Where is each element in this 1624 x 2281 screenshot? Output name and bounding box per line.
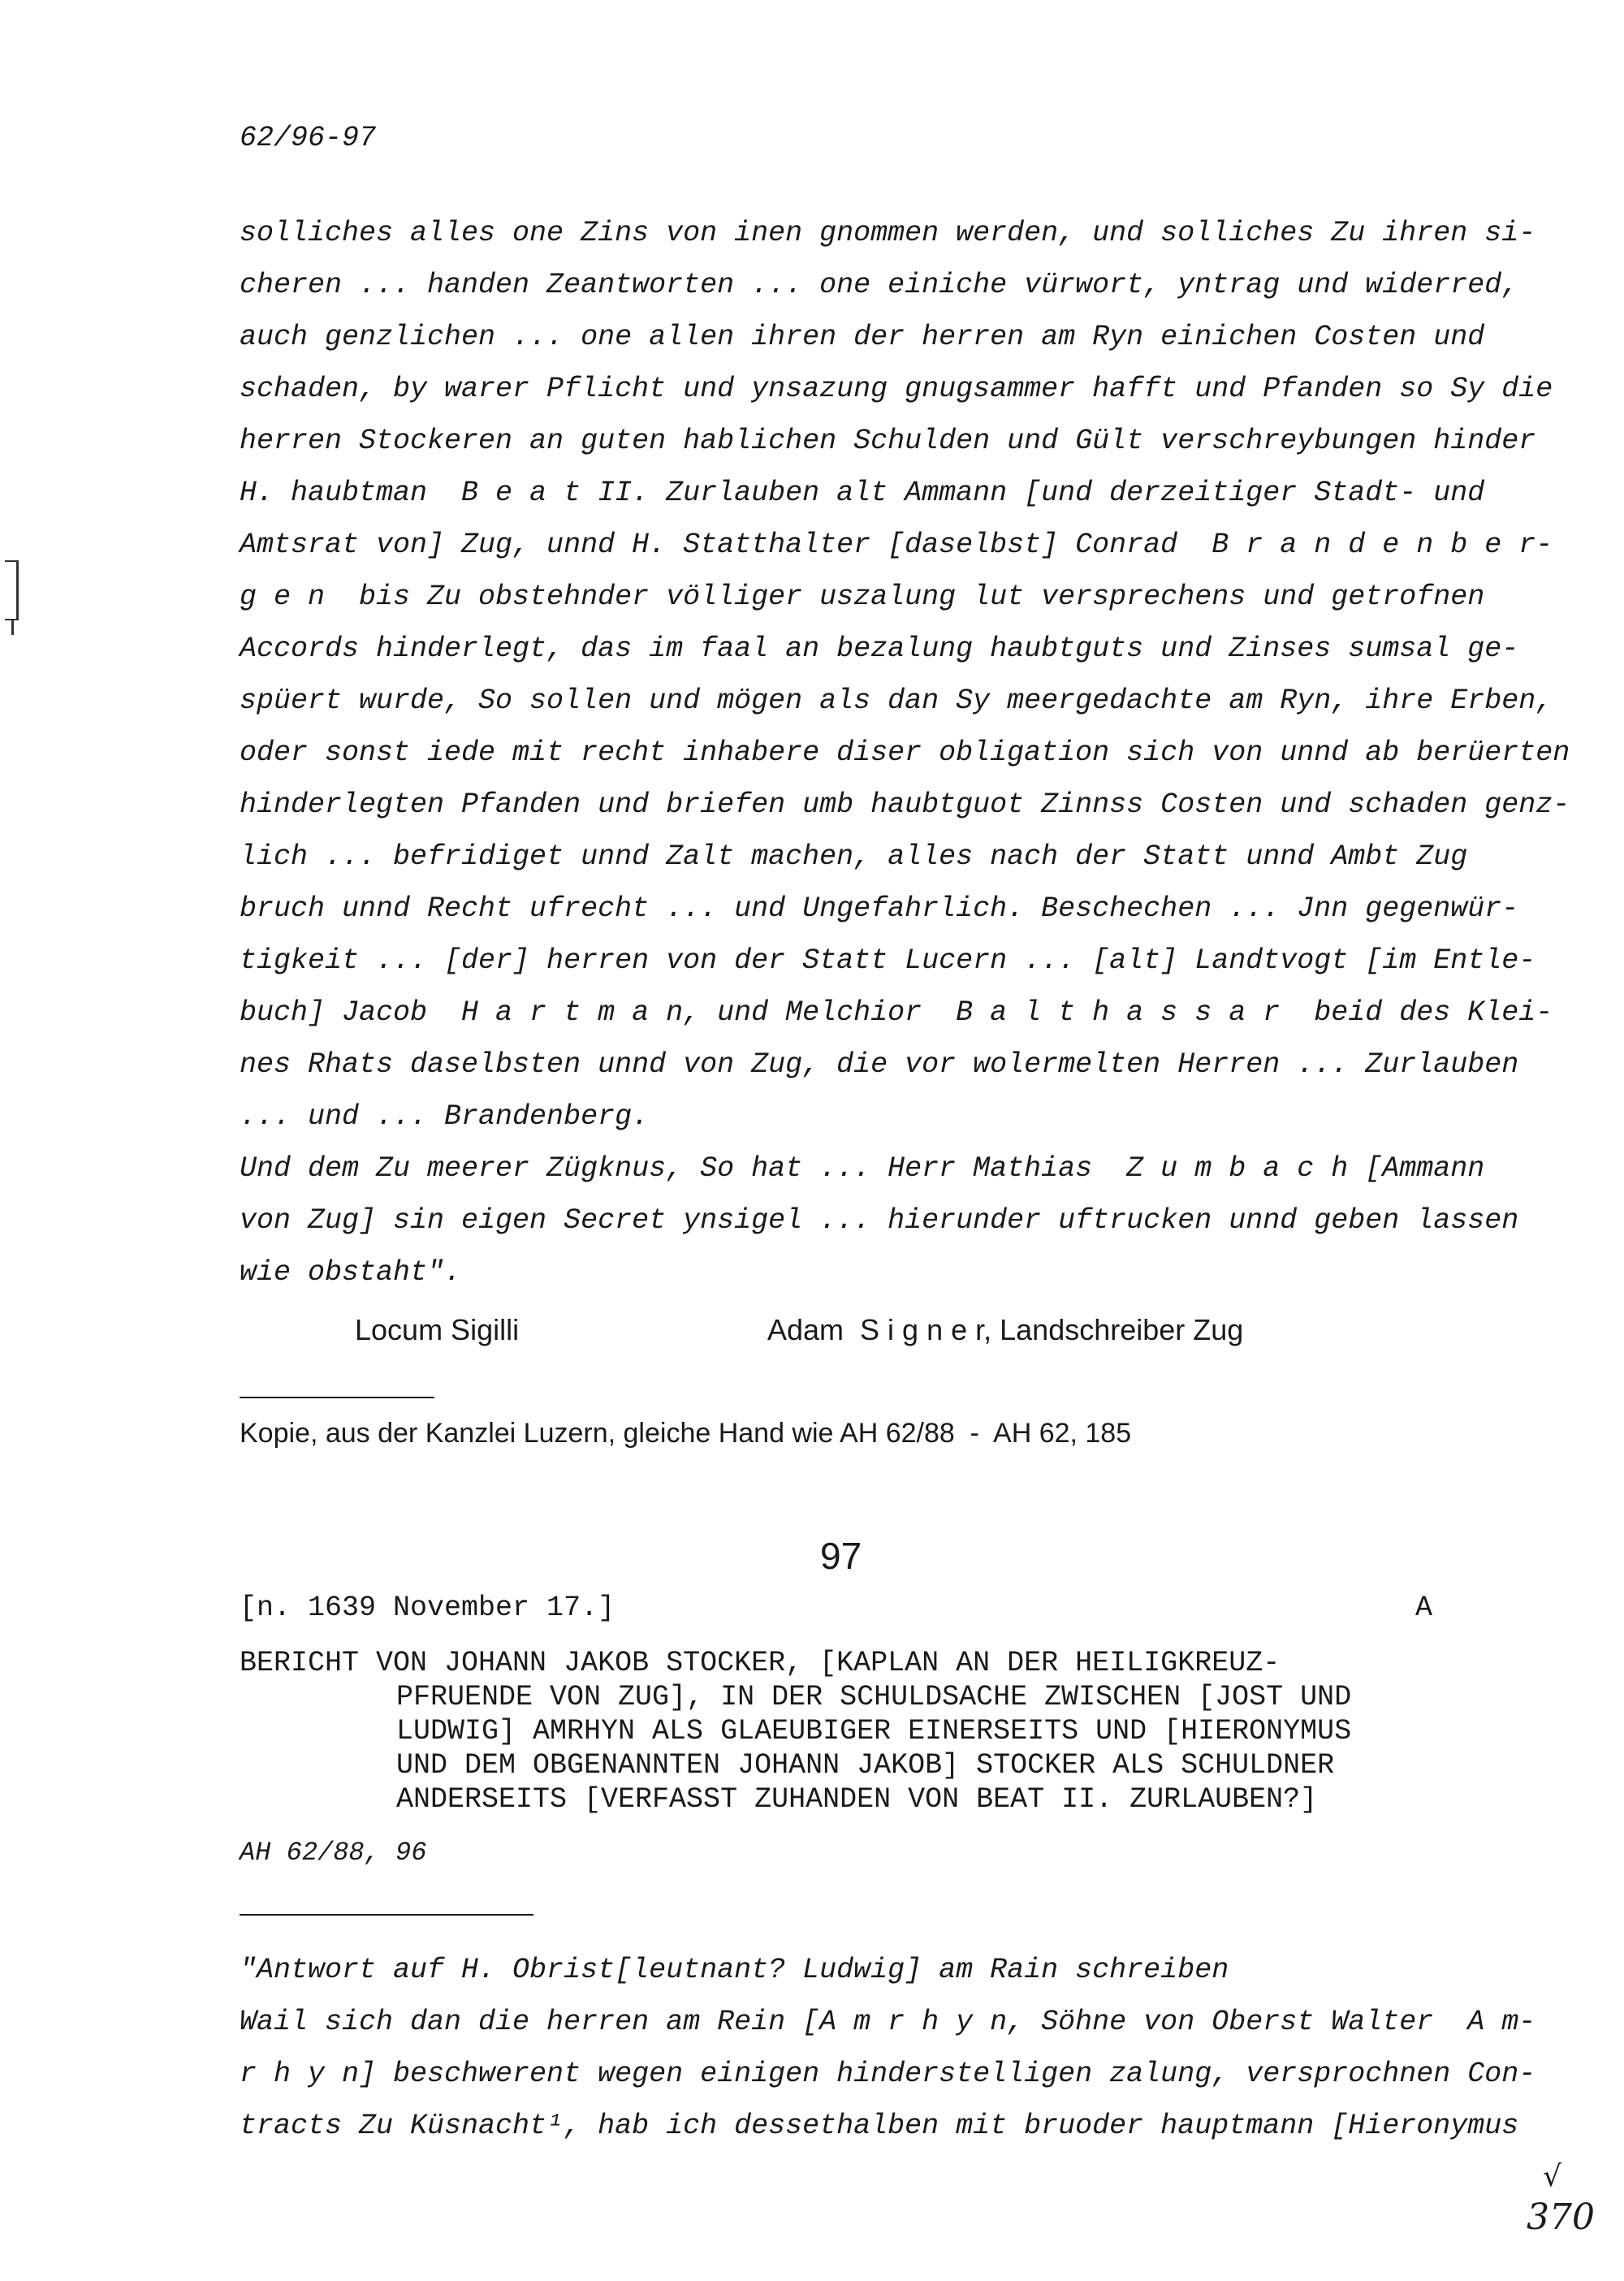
text-line: r h y n] beschwerent wegen einigen hinderstelligen zalung, versprochnen Con- (240, 2058, 1536, 2090)
text-line: Und dem Zu meerer Zügknus, So hat ... Herr Mathias Z u m b a c h [Ammann (240, 1152, 1485, 1185)
document-number: 97 (820, 1535, 862, 1577)
margin-tick-mark (11, 619, 14, 635)
text-line: schaden, by warer Pflicht und ynsazung gnugsammer hafft und Pfanden so Sy die (240, 373, 1553, 405)
text-line: "Antwort auf H. Obrist[leutnant? Ludwig] am Rain schreiben (240, 1954, 1229, 1986)
folio-number: 370 (1527, 2197, 1595, 2238)
text-line: Amtsrat von] Zug, unnd H. Statthalter [daselbst] Conrad B r a n d e n b e r- (240, 529, 1553, 561)
title-line: PFRUENDE VON ZUG], IN DER SCHULDSACHE ZWISCHEN [JOST UND (396, 1681, 1352, 1713)
document-date: [n. 1639 November 17.] (240, 1592, 615, 1624)
document-grade: A (1415, 1592, 1433, 1624)
text-line: Accords hinderlegt, das im faal an bezalung haubtguts und Zinses sumsal ge- (240, 633, 1519, 665)
title-line: UND DEM OBGENANNTEN JOHANN JAKOB] STOCKER ALS SCHULDNER (396, 1749, 1335, 1782)
text-line: bruch unnd Recht ufrecht ... und Ungefahrlich. Beschechen ... Jnn gegenwür- (240, 892, 1519, 925)
section-divider (240, 1914, 533, 1916)
text-line: tracts Zu Küsnacht¹, hab ich dessethalben mit bruoder hauptmann [Hieronymus (240, 2110, 1519, 2142)
page-reference: 62/96-97 (240, 122, 377, 154)
title-line: BERICHT VON JOHANN JAKOB STOCKER, [KAPLAN AN DER HEILIGKREUZ- (240, 1647, 1281, 1679)
text-line: herren Stockeren an guten hablichen Schulden und Gült verschreybungen hinder (240, 425, 1536, 457)
archive-reference: AH 62/88, 96 (240, 1838, 427, 1868)
text-line: ... und ... Brandenberg. (240, 1100, 650, 1133)
text-line: solliches alles one Zins von inen gnommen werden, und solliches Zu ihren si- (240, 217, 1536, 249)
check-mark-icon: √ (1543, 2160, 1561, 2193)
text-line: von Zug] sin eigen Secret ynsigel ... hierunder uftrucken unnd geben lassen (240, 1204, 1519, 1237)
text-line: wie obstaht". (240, 1256, 462, 1289)
text-line: nes Rhats daselbsten unnd von Zug, die vor wolermelten Herren ... Zurlauben (240, 1048, 1519, 1081)
text-line: auch genzlichen ... one allen ihren der herren am Ryn einichen Costen und (240, 321, 1485, 353)
text-line: lich ... befridiget unnd Zalt machen, alles nach der Statt unnd Ambt Zug (240, 840, 1468, 873)
text-line: buch] Jacob H a r t m a n, und Melchior B a l t h a s s a r beid des Klei- (240, 996, 1553, 1029)
text-line: oder sonst iede mit recht inhabere diser obligation sich von unnd ab berüerten (240, 737, 1570, 769)
title-line: LUDWIG] AMRHYN ALS GLAEUBIGER EINERSEITS UND [HIERONYMUS (396, 1715, 1352, 1747)
text-line: Wail sich dan die herren am Rein [A m r h y n, Söhne von Oberst Walter A m- (240, 2006, 1536, 2038)
source-note: Kopie, aus der Kanzlei Luzern, gleiche Hand wie AH 62/88 - AH 62, 185 (240, 1418, 1132, 1449)
signature-seal-note: Locum Sigilli (355, 1313, 520, 1346)
margin-bracket-mark (5, 560, 19, 620)
text-line: H. haubtman B e a t II. Zurlauben alt Ammann [und derzeitiger Stadt- und (240, 477, 1485, 509)
text-line: cheren ... handen Zeantworten ... one einiche vürwort, yntrag und widerred, (240, 269, 1519, 301)
signature-signer: Adam S i g n e r, Landschreiber Zug (767, 1313, 1244, 1346)
text-line: g e n bis Zu obstehnder völliger uszalung lut versprechens und getrofnen (240, 581, 1485, 613)
text-line: hinderlegten Pfanden und briefen umb haubtguot Zinnss Costen und schaden genz- (240, 788, 1570, 821)
title-line: ANDERSEITS [VERFASST ZUHANDEN VON BEAT II. ZURLAUBEN?] (396, 1783, 1318, 1816)
text-line: spüert wurde, So sollen und mögen als dan Sy meergedachte am Ryn, ihre Erben, (240, 685, 1553, 717)
text-line: tigkeit ... [der] herren von der Statt Lucern ... [alt] Landtvogt [im Entle- (240, 944, 1536, 977)
footnote-divider (240, 1397, 434, 1398)
